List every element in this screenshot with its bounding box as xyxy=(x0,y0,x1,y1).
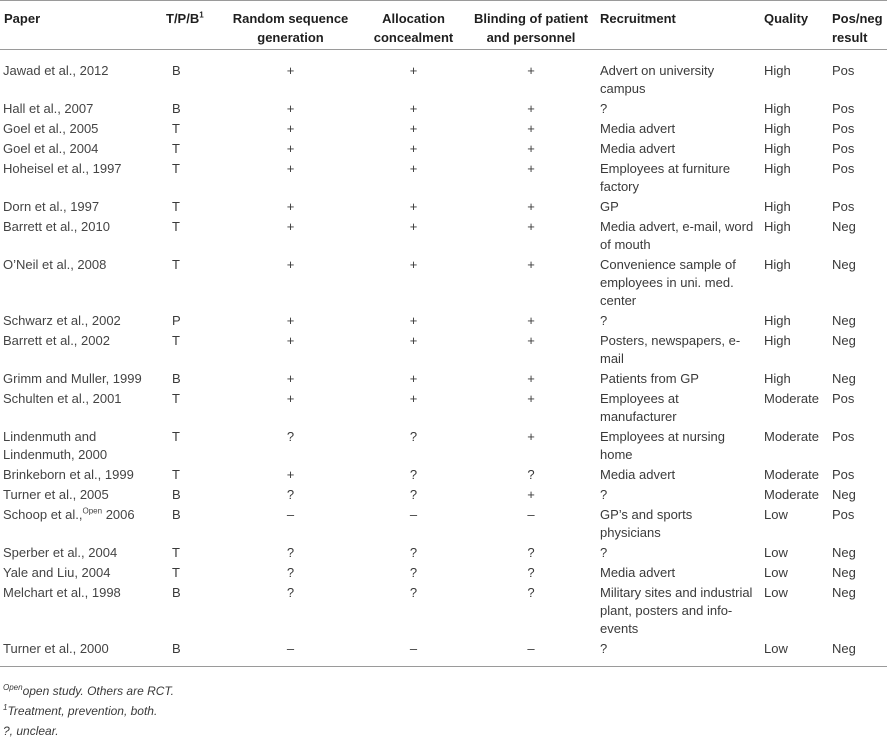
cell-tpb: T xyxy=(172,121,180,136)
cell-result: Pos xyxy=(832,161,855,176)
cell-result: Neg xyxy=(828,639,887,667)
cell-blinding: ? xyxy=(527,545,535,560)
cell-allocation: – xyxy=(409,507,418,522)
cell-paper: Barrett et al., 2010 xyxy=(3,219,110,234)
table-row xyxy=(0,99,887,119)
table-body xyxy=(0,50,887,667)
cell-blinding: ? xyxy=(527,467,535,482)
cell-recruitment: Patients from GP xyxy=(600,371,699,386)
cell-quality: High xyxy=(764,121,791,136)
cell-paper: Schoop et al.,$^{Open}$ 2006 xyxy=(3,506,135,522)
table-row xyxy=(0,465,887,485)
cell-blinding: + xyxy=(527,161,535,176)
cell-random: + xyxy=(286,371,295,386)
cell-random: – xyxy=(286,507,295,522)
cell-quality: Moderate xyxy=(764,391,819,406)
cell-blinding: ? xyxy=(527,585,535,600)
cell-random: ? xyxy=(286,585,295,600)
cell-random: ? xyxy=(286,429,295,444)
cell-allocation: + xyxy=(409,257,418,272)
cell-recruitment: ? xyxy=(600,545,608,560)
cell-blinding: + xyxy=(527,487,535,502)
cell-tpb: B xyxy=(172,487,181,502)
table-row xyxy=(0,50,887,100)
cell-result: Pos xyxy=(832,101,855,116)
cell-paper: Turner et al., 2000 xyxy=(0,639,162,667)
cell-recruitment: ? xyxy=(600,101,608,116)
cell-allocation: + xyxy=(409,199,418,214)
cell-blinding: + xyxy=(527,333,535,348)
cell-random: – xyxy=(220,639,361,667)
cell-recruitment: Media advert xyxy=(600,141,676,156)
table-row xyxy=(0,505,887,543)
cell-recruitment: GP’s and sports physicians xyxy=(600,507,693,540)
cell-quality: Low xyxy=(760,639,828,667)
cell-tpb: T xyxy=(172,429,180,444)
cell-random: + xyxy=(286,467,295,482)
cell-random: + xyxy=(286,63,295,78)
table-row xyxy=(0,311,887,331)
cell-allocation: + xyxy=(409,63,418,78)
cell-result: Pos xyxy=(832,467,855,482)
cell-result: Pos xyxy=(832,199,855,214)
cell-result: Neg xyxy=(832,219,856,234)
cell-tpb: B xyxy=(172,585,181,600)
cell-allocation: + xyxy=(409,313,418,328)
cell-paper: Jawad et al., 2012 xyxy=(3,63,109,78)
cell-quality: High xyxy=(764,199,791,214)
cell-paper: Hoheisel et al., 1997 xyxy=(3,161,122,176)
cell-blinding: + xyxy=(527,257,535,272)
cell-random: ? xyxy=(286,487,295,502)
cell-result: Neg xyxy=(832,545,856,560)
cell-tpb: B xyxy=(172,507,181,522)
cell-paper: Hall et al., 2007 xyxy=(3,101,94,116)
footnote: $^{Open}$open study. Others are RCT. xyxy=(3,683,174,698)
cell-quality: High xyxy=(764,101,791,116)
cell-allocation: + xyxy=(409,333,418,348)
cell-quality: Moderate xyxy=(764,487,819,502)
cell-recruitment: Posters, newspapers, e-mail xyxy=(600,333,741,366)
cell-tpb: T xyxy=(172,565,180,580)
cell-allocation: + xyxy=(409,391,418,406)
cell-allocation: ? xyxy=(409,487,418,502)
cell-tpb: T xyxy=(172,333,180,348)
cell-quality: High xyxy=(764,161,791,176)
cell-random: + xyxy=(286,121,295,136)
cell-paper: Schwarz et al., 2002 xyxy=(3,313,121,328)
cell-paper: Goel et al., 2004 xyxy=(3,141,99,156)
header-blinding: Blinding of patient and personnel xyxy=(466,1,596,50)
cell-tpb: B xyxy=(172,101,181,116)
cell-quality: High xyxy=(764,63,791,78)
cell-tpb: B xyxy=(172,63,181,78)
cell-recruitment: Media advert, e-mail, word of mouth xyxy=(600,219,754,252)
cell-paper: Melchart et al., 1998 xyxy=(3,585,121,600)
cell-paper: Lindenmuth and Lindenmuth, 2000 xyxy=(3,429,108,462)
header-posneg: Pos/neg result xyxy=(828,1,887,50)
cell-random: + xyxy=(286,141,295,156)
cell-recruitment: ? xyxy=(596,639,760,667)
cell-result: Neg xyxy=(832,585,856,600)
table-row xyxy=(0,197,887,217)
cell-result: Pos xyxy=(832,141,855,156)
cell-recruitment: Employees at nursing home xyxy=(600,429,726,462)
cell-result: Pos xyxy=(832,507,855,522)
cell-quality: High xyxy=(764,219,791,234)
cell-blinding: + xyxy=(527,141,535,156)
table-row xyxy=(0,159,887,197)
cell-tpb: T xyxy=(172,257,180,272)
cell-quality: High xyxy=(764,371,791,386)
table-row xyxy=(0,427,887,465)
cell-blinding: – xyxy=(466,639,596,667)
cell-allocation: ? xyxy=(409,545,418,560)
cell-blinding: + xyxy=(527,121,535,136)
cell-result: Neg xyxy=(832,313,856,328)
open-study-marker: Open xyxy=(82,506,103,516)
cell-random: + xyxy=(286,199,295,214)
table-row xyxy=(0,139,887,159)
cell-paper: Yale and Liu, 2004 xyxy=(3,565,111,580)
cell-allocation: ? xyxy=(409,565,418,580)
cell-paper: Dorn et al., 1997 xyxy=(3,199,100,214)
cell-blinding: + xyxy=(527,313,535,328)
cell-paper: Sperber et al., 2004 xyxy=(3,545,118,560)
cell-result: Neg xyxy=(832,257,856,272)
table-row xyxy=(0,331,887,369)
cell-quality: Moderate xyxy=(764,429,819,444)
cell-result: Pos xyxy=(832,121,855,136)
cell-allocation: ? xyxy=(409,467,418,482)
cell-quality: High xyxy=(764,141,791,156)
cell-allocation: + xyxy=(409,219,418,234)
cell-quality: Low xyxy=(764,507,788,522)
footnote: ?, unclear. xyxy=(3,724,59,738)
cell-paper: Grimm and Muller, 1999 xyxy=(3,371,142,386)
cell-blinding: + xyxy=(527,371,535,386)
cell-recruitment: ? xyxy=(600,487,608,502)
cell-result: Neg xyxy=(832,565,856,580)
cell-random: ? xyxy=(286,565,295,580)
cell-blinding: ? xyxy=(527,565,535,580)
cell-recruitment: Convenience sample of employees in uni. med. center xyxy=(600,257,736,308)
cell-blinding: + xyxy=(527,391,535,406)
cell-blinding: + xyxy=(527,429,535,444)
cell-blinding: + xyxy=(527,199,535,214)
cell-random: ? xyxy=(286,545,295,560)
cell-recruitment: Advert on university campus xyxy=(600,63,715,96)
cell-recruitment: GP xyxy=(600,199,619,214)
cell-random: + xyxy=(286,313,295,328)
table-row xyxy=(0,389,887,427)
cell-allocation: + xyxy=(409,371,418,386)
cell-quality: High xyxy=(764,313,791,328)
cell-recruitment: Employees at furniture factory xyxy=(600,161,731,194)
cell-paper: Barrett et al., 2002 xyxy=(3,333,110,348)
cell-result: Pos xyxy=(832,63,855,78)
cell-allocation: + xyxy=(409,101,418,116)
table-row xyxy=(0,255,887,311)
cell-result: Neg xyxy=(832,333,856,348)
cell-blinding: – xyxy=(527,507,535,522)
cell-tpb: T xyxy=(172,545,180,560)
header-random-sequence: Random sequence generation xyxy=(220,1,361,50)
cell-paper: O’Neil et al., 2008 xyxy=(3,257,107,272)
cell-result: Pos xyxy=(832,391,855,406)
cell-quality: Low xyxy=(764,565,788,580)
cell-recruitment: Military sites and industrial plant, posters and info-events xyxy=(600,585,753,636)
cell-random: + xyxy=(286,333,295,348)
cell-tpb: T xyxy=(172,161,180,176)
cell-paper: Brinkeborn et al., 1999 xyxy=(3,467,134,482)
cell-result: Pos xyxy=(832,429,855,444)
cell-quality: Low xyxy=(764,545,788,560)
cell-random: + xyxy=(286,101,295,116)
table-row xyxy=(0,639,887,667)
cell-tpb: P xyxy=(172,313,181,328)
cell-tpb: T xyxy=(172,141,180,156)
table-row xyxy=(0,543,887,563)
cell-recruitment: Media advert xyxy=(600,565,676,580)
cell-result: Neg xyxy=(832,371,856,386)
table-row xyxy=(0,369,887,389)
cell-recruitment: Media advert xyxy=(600,467,676,482)
footnote: $^1$Treatment, prevention, both. xyxy=(3,703,158,718)
header-row xyxy=(0,1,887,50)
table-row xyxy=(0,119,887,139)
cell-allocation: ? xyxy=(409,429,418,444)
cell-recruitment: Employees at manufacturer xyxy=(600,391,679,424)
cell-allocation: ? xyxy=(409,585,418,600)
cell-tpb: T xyxy=(172,467,180,482)
cell-recruitment: ? xyxy=(600,313,608,328)
cell-quality: Moderate xyxy=(764,467,819,482)
cell-blinding: + xyxy=(527,101,535,116)
table-row xyxy=(0,217,887,255)
table-row xyxy=(0,563,887,583)
table-footnotes xyxy=(3,682,174,742)
header-quality: Quality xyxy=(760,1,828,50)
cell-quality: Low xyxy=(764,585,788,600)
cell-quality: High xyxy=(764,257,791,272)
cell-paper: Schulten et al., 2001 xyxy=(3,391,122,406)
cell-allocation: – xyxy=(361,639,466,667)
cell-tpb: T xyxy=(172,219,180,234)
cell-blinding: + xyxy=(527,63,535,78)
header-tpb: $T/P/B^1$ xyxy=(162,1,220,50)
cell-recruitment: Media advert xyxy=(600,121,676,136)
cell-random: + xyxy=(286,391,295,406)
cell-paper: Goel et al., 2005 xyxy=(3,121,99,136)
cell-blinding: + xyxy=(527,219,535,234)
header-recruitment: Recruitment xyxy=(596,1,760,50)
cell-tpb: B xyxy=(172,371,181,386)
cell-allocation: + xyxy=(409,161,418,176)
cell-tpb: B xyxy=(162,639,220,667)
cell-allocation: + xyxy=(409,141,418,156)
table-row xyxy=(0,583,887,639)
cell-tpb: T xyxy=(172,199,180,214)
cell-quality: High xyxy=(764,333,791,348)
cell-paper: Turner et al., 2005 xyxy=(3,487,109,502)
cell-random: + xyxy=(286,219,295,234)
cell-tpb: T xyxy=(172,391,180,406)
cell-random: + xyxy=(286,257,295,272)
cell-random: + xyxy=(286,161,295,176)
table-row xyxy=(0,485,887,505)
header-allocation: Allocation concealment xyxy=(361,1,466,50)
cell-allocation: + xyxy=(409,121,418,136)
cell-result: Neg xyxy=(832,487,856,502)
header-paper: Paper xyxy=(0,1,162,50)
